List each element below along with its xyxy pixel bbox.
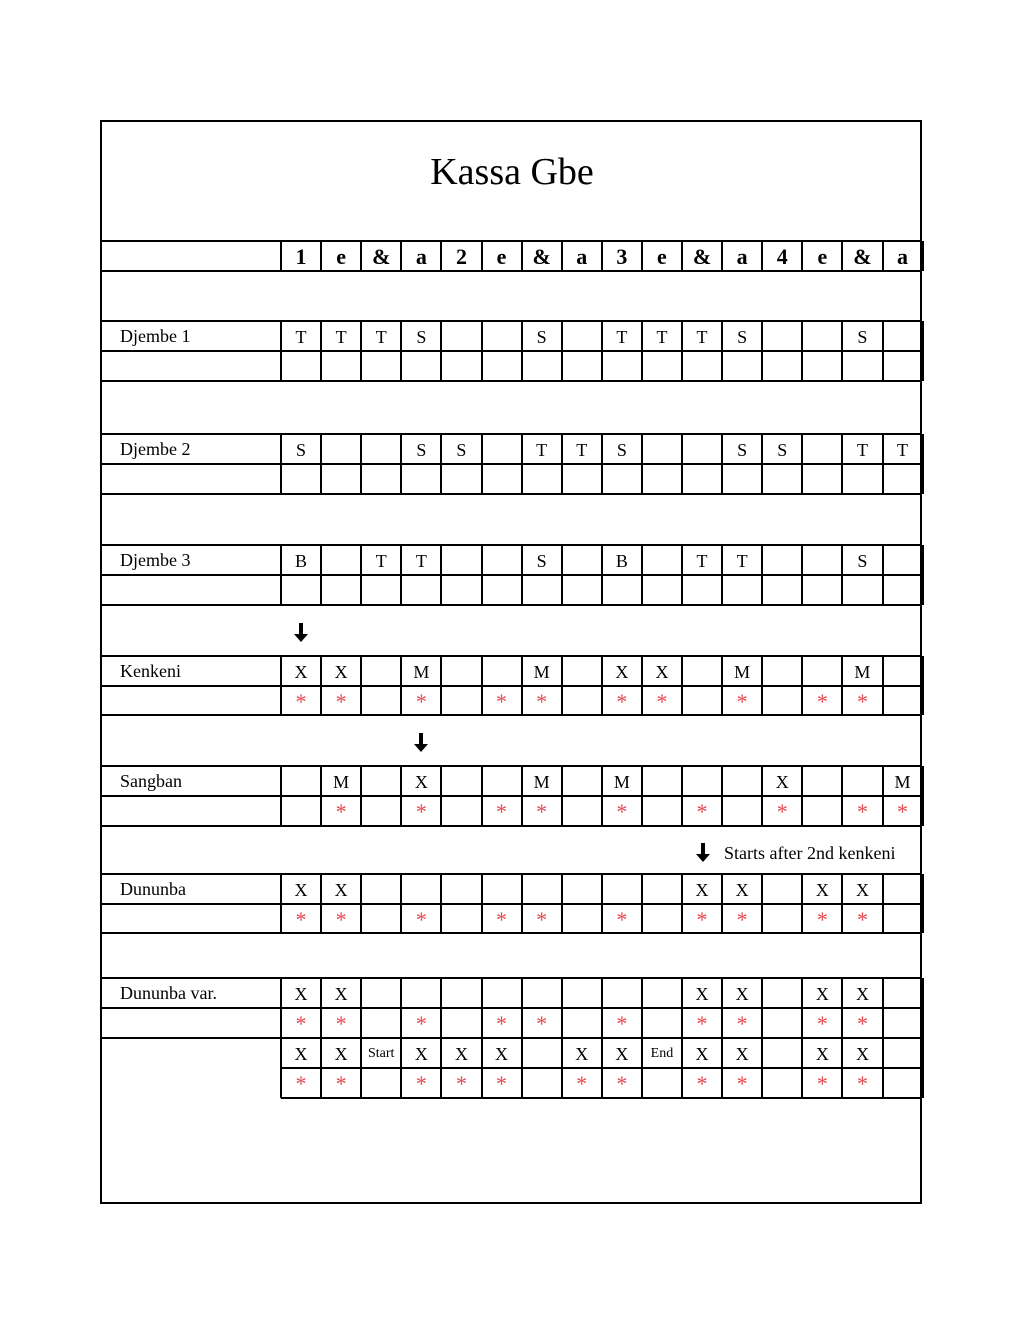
instrument-label: Dununba bbox=[120, 878, 186, 899]
cell-line bbox=[801, 464, 803, 494]
cell-line bbox=[320, 575, 322, 605]
label-line bbox=[100, 766, 102, 796]
cell-line bbox=[922, 321, 924, 351]
cell-line bbox=[681, 434, 683, 464]
pulse-asterisk: * bbox=[295, 1011, 307, 1036]
pulse-asterisk: * bbox=[616, 799, 628, 824]
stroke-cell: T bbox=[696, 550, 708, 571]
stroke-cell: X bbox=[495, 1043, 509, 1064]
label-line bbox=[100, 978, 102, 1008]
pulse-asterisk: * bbox=[856, 906, 868, 932]
stroke-cell: X bbox=[334, 983, 348, 1004]
cell-line bbox=[481, 351, 483, 381]
pulse-asterisk: * bbox=[897, 799, 909, 824]
pulse-asterisk: * bbox=[696, 1071, 708, 1096]
pulse-asterisk: * bbox=[816, 1071, 828, 1096]
stroke-cell: M bbox=[894, 771, 911, 792]
cell-line bbox=[841, 464, 843, 494]
cell-line bbox=[400, 575, 402, 605]
cell-line bbox=[481, 874, 483, 904]
cell-line bbox=[841, 575, 843, 605]
pulse-asterisk: * bbox=[536, 1011, 548, 1036]
cell-line bbox=[681, 351, 683, 381]
beat-header: & bbox=[372, 244, 391, 269]
cell-line bbox=[400, 351, 402, 381]
cell-line bbox=[400, 874, 402, 904]
cell-line bbox=[601, 874, 603, 904]
label-line bbox=[100, 874, 102, 904]
beat-header: 2 bbox=[455, 244, 467, 269]
stroke-cell: X bbox=[735, 983, 749, 1004]
cell-line bbox=[440, 874, 442, 904]
beat-header: 1 bbox=[295, 244, 307, 269]
stroke-cell: T bbox=[375, 550, 387, 571]
row-top-line bbox=[101, 977, 921, 979]
pulse-asterisk: * bbox=[696, 1011, 708, 1036]
stroke-cell: S bbox=[296, 439, 307, 460]
cell-line bbox=[681, 766, 683, 796]
cell-line bbox=[641, 351, 643, 381]
cell-line bbox=[481, 321, 483, 351]
arrow-head bbox=[696, 854, 710, 862]
cell-line bbox=[561, 351, 563, 381]
pulse-asterisk: * bbox=[856, 1011, 868, 1036]
cell-line bbox=[922, 545, 924, 575]
pulse-asterisk: * bbox=[656, 688, 668, 714]
pulse-asterisk: * bbox=[736, 688, 748, 714]
pulse-asterisk: * bbox=[455, 1071, 467, 1096]
cell-line bbox=[601, 978, 603, 1008]
cell-line bbox=[440, 464, 442, 494]
beat-header: e bbox=[817, 244, 828, 269]
cell-line bbox=[922, 1068, 924, 1098]
stroke-cell: S bbox=[777, 439, 788, 460]
cell-line bbox=[561, 874, 563, 904]
pulse-asterisk: * bbox=[776, 799, 788, 824]
arrow-head bbox=[294, 634, 308, 642]
pulse-asterisk: * bbox=[415, 799, 427, 824]
stroke-cell: X bbox=[294, 661, 308, 682]
stroke-cell: T bbox=[616, 326, 628, 347]
pulse-asterisk: * bbox=[496, 688, 508, 714]
row-top-line bbox=[101, 350, 921, 352]
pulse-asterisk: * bbox=[295, 906, 307, 932]
cell-line bbox=[641, 874, 643, 904]
cell-line bbox=[280, 575, 282, 605]
pulse-asterisk: * bbox=[856, 1071, 868, 1096]
cell-line bbox=[641, 978, 643, 1008]
stroke-cell: T bbox=[736, 550, 748, 571]
pulse-asterisk: * bbox=[415, 1011, 427, 1036]
cell-line bbox=[360, 464, 362, 494]
stroke-cell: X bbox=[815, 983, 829, 1004]
cell-line bbox=[521, 351, 523, 381]
stroke-cell: M bbox=[613, 771, 630, 792]
cell-line bbox=[922, 1008, 924, 1038]
stroke-cell: T bbox=[656, 326, 668, 347]
cell-line bbox=[922, 874, 924, 904]
stroke-cell: X bbox=[334, 661, 348, 682]
stroke-cell: X bbox=[294, 879, 308, 900]
cell-line bbox=[681, 575, 683, 605]
stroke-cell: T bbox=[415, 550, 427, 571]
pulse-asterisk: * bbox=[536, 906, 548, 932]
cell-line bbox=[922, 351, 924, 381]
cell-line bbox=[922, 686, 924, 715]
stroke-cell: M bbox=[533, 661, 550, 682]
instrument-label: Sangban bbox=[120, 770, 182, 791]
pulse-asterisk: * bbox=[496, 906, 508, 932]
stroke-cell: X bbox=[775, 771, 789, 792]
cell-line bbox=[440, 978, 442, 1008]
cell-line bbox=[801, 351, 803, 381]
cell-line bbox=[481, 766, 483, 796]
cell-line bbox=[521, 874, 523, 904]
stroke-cell: X bbox=[294, 983, 308, 1004]
stroke-cell: M bbox=[413, 661, 430, 682]
cell-line bbox=[440, 351, 442, 381]
page-title: Kassa Gbe bbox=[430, 151, 594, 193]
cell-line bbox=[481, 464, 483, 494]
pulse-asterisk: * bbox=[536, 688, 548, 714]
cell-line bbox=[761, 575, 763, 605]
instrument-label: Kenkeni bbox=[120, 660, 181, 681]
pulse-asterisk: * bbox=[856, 688, 868, 714]
cell-line bbox=[521, 464, 523, 494]
pulse-asterisk: * bbox=[496, 799, 508, 824]
cell-line bbox=[922, 1038, 924, 1068]
stroke-cell: X bbox=[695, 1043, 709, 1064]
stroke-cell: B bbox=[615, 550, 628, 571]
stroke-cell: S bbox=[616, 439, 627, 460]
stroke-cell: X bbox=[615, 661, 629, 682]
stroke-cell: X bbox=[454, 1043, 468, 1064]
pulse-asterisk: * bbox=[415, 688, 427, 714]
pulse-asterisk: * bbox=[736, 906, 748, 932]
pulse-asterisk: * bbox=[816, 688, 828, 714]
pulse-asterisk: * bbox=[736, 1071, 748, 1096]
cell-line bbox=[440, 575, 442, 605]
pulse-asterisk: * bbox=[496, 1071, 508, 1096]
pulse-asterisk: * bbox=[616, 1071, 628, 1096]
stroke-cell: T bbox=[856, 439, 868, 460]
pulse-asterisk: * bbox=[335, 799, 347, 824]
label-line bbox=[100, 545, 102, 575]
pulse-asterisk: * bbox=[335, 1071, 347, 1096]
cell-line bbox=[721, 464, 723, 494]
stroke-cell: S bbox=[456, 439, 467, 460]
stroke-cell: X bbox=[414, 771, 428, 792]
row-top-line bbox=[101, 873, 921, 875]
cell-line bbox=[922, 575, 924, 605]
beat-header: 3 bbox=[616, 244, 628, 269]
pulse-asterisk: * bbox=[415, 906, 427, 932]
beat-header: & bbox=[853, 244, 872, 269]
pulse-asterisk: * bbox=[335, 1011, 347, 1036]
pulse-asterisk: * bbox=[616, 688, 628, 714]
pulse-asterisk: * bbox=[856, 799, 868, 824]
cell-line bbox=[761, 351, 763, 381]
cell-line bbox=[400, 464, 402, 494]
cell-line bbox=[721, 766, 723, 796]
stroke-cell: M bbox=[854, 661, 871, 682]
pulse-asterisk: * bbox=[816, 906, 828, 932]
instrument-label: Djembe 2 bbox=[120, 438, 191, 459]
cell-line bbox=[641, 575, 643, 605]
cell-line bbox=[561, 575, 563, 605]
beat-header: e bbox=[336, 244, 347, 269]
beat-header: & bbox=[692, 244, 712, 269]
cell-line bbox=[922, 464, 924, 494]
cell-line bbox=[601, 464, 603, 494]
pulse-asterisk: * bbox=[616, 906, 628, 932]
pulse-asterisk: * bbox=[696, 799, 708, 824]
row-top-line bbox=[101, 544, 921, 546]
beat-header: & bbox=[532, 244, 551, 269]
cell-line bbox=[400, 978, 402, 1008]
cell-line bbox=[882, 575, 884, 605]
cell-line bbox=[721, 575, 723, 605]
pulse-asterisk: * bbox=[295, 1071, 307, 1096]
stroke-cell: X bbox=[855, 879, 869, 900]
cell-line bbox=[481, 656, 483, 686]
stroke-cell: S bbox=[416, 326, 427, 347]
cell-line bbox=[521, 978, 523, 1008]
stroke-cell: X bbox=[334, 1043, 348, 1064]
cell-line bbox=[320, 464, 322, 494]
pulse-asterisk: * bbox=[736, 1011, 748, 1036]
pulse-asterisk: * bbox=[576, 1071, 588, 1096]
stroke-cell: X bbox=[655, 661, 669, 682]
cell-line bbox=[481, 545, 483, 575]
stroke-cell: X bbox=[695, 879, 709, 900]
cell-line bbox=[801, 656, 803, 686]
pulse-asterisk: * bbox=[816, 1011, 828, 1036]
cell-line bbox=[801, 321, 803, 351]
cell-line bbox=[481, 575, 483, 605]
cell-line bbox=[882, 351, 884, 381]
row-top-line bbox=[101, 655, 921, 657]
cell-line bbox=[280, 464, 282, 494]
cell-line bbox=[922, 656, 924, 686]
stroke-cell: T bbox=[375, 326, 387, 347]
stroke-cell: T bbox=[536, 439, 548, 460]
cell-line bbox=[721, 351, 723, 381]
stroke-cell: X bbox=[855, 1043, 869, 1064]
cell-line bbox=[641, 464, 643, 494]
marker-cell: Start bbox=[368, 1046, 395, 1061]
instrument-label: Dununba var. bbox=[120, 982, 217, 1003]
stroke-cell: M bbox=[734, 661, 751, 682]
stroke-cell: T bbox=[335, 326, 347, 347]
cell-line bbox=[681, 464, 683, 494]
label-line bbox=[100, 656, 102, 686]
cell-line bbox=[801, 575, 803, 605]
start-note: Starts after 2nd kenkeni bbox=[724, 843, 896, 863]
beat-header: 4 bbox=[776, 244, 788, 269]
stroke-cell: X bbox=[575, 1043, 589, 1064]
pulse-asterisk: * bbox=[295, 688, 307, 714]
cell-line bbox=[841, 351, 843, 381]
stroke-cell: X bbox=[695, 983, 709, 1004]
arrow-head bbox=[414, 744, 428, 752]
beat-header: a bbox=[897, 244, 909, 269]
label-line bbox=[100, 321, 102, 351]
cell-line bbox=[922, 904, 924, 933]
cell-line bbox=[561, 978, 563, 1008]
beat-header: a bbox=[736, 244, 748, 269]
cell-line bbox=[280, 351, 282, 381]
row-bottom-line bbox=[101, 493, 921, 495]
cell-line bbox=[360, 434, 362, 464]
cell-line bbox=[280, 766, 282, 796]
stroke-cell: X bbox=[855, 983, 869, 1004]
stroke-cell: S bbox=[536, 550, 547, 571]
stroke-cell: X bbox=[735, 879, 749, 900]
stroke-cell: X bbox=[294, 1043, 308, 1064]
cell-line bbox=[360, 575, 362, 605]
row-top-line bbox=[101, 320, 921, 322]
instrument-label: Djembe 1 bbox=[120, 325, 191, 346]
stroke-cell: X bbox=[815, 879, 829, 900]
pulse-asterisk: * bbox=[536, 799, 548, 824]
pulse-asterisk: * bbox=[335, 906, 347, 932]
instrument-label: Djembe 3 bbox=[120, 549, 191, 570]
cell-line bbox=[280, 796, 282, 826]
marker-cell: End bbox=[650, 1046, 674, 1061]
cell-line bbox=[320, 351, 322, 381]
stroke-cell: S bbox=[737, 439, 748, 460]
stroke-cell: S bbox=[416, 439, 427, 460]
cell-line bbox=[922, 978, 924, 1008]
cell-line bbox=[481, 978, 483, 1008]
stroke-cell: S bbox=[857, 326, 868, 347]
cell-line bbox=[761, 464, 763, 494]
row-top-line bbox=[101, 574, 921, 576]
stroke-cell: T bbox=[295, 326, 307, 347]
stroke-cell: S bbox=[737, 326, 748, 347]
beat-header: a bbox=[415, 244, 427, 269]
stroke-cell: X bbox=[334, 879, 348, 900]
stroke-cell: X bbox=[615, 1043, 629, 1064]
stroke-cell: M bbox=[333, 771, 350, 792]
cell-line bbox=[601, 575, 603, 605]
pulse-asterisk: * bbox=[335, 688, 347, 714]
stroke-cell: X bbox=[815, 1043, 829, 1064]
pulse-asterisk: * bbox=[616, 1011, 628, 1036]
row-bottom-line bbox=[101, 604, 921, 606]
row-bottom-line bbox=[101, 380, 921, 382]
pulse-asterisk: * bbox=[696, 906, 708, 932]
stroke-cell: X bbox=[414, 1043, 428, 1064]
cell-line bbox=[521, 575, 523, 605]
label-line bbox=[100, 434, 102, 464]
stroke-cell: X bbox=[735, 1043, 749, 1064]
pulse-asterisk: * bbox=[496, 1011, 508, 1036]
cell-line bbox=[841, 766, 843, 796]
cell-line bbox=[561, 464, 563, 494]
cell-line bbox=[801, 545, 803, 575]
stroke-cell: T bbox=[576, 439, 588, 460]
row-top-line bbox=[101, 463, 921, 465]
beat-header: e bbox=[496, 244, 507, 269]
beat-header: a bbox=[576, 244, 588, 269]
cell-line bbox=[360, 351, 362, 381]
beat-header: e bbox=[657, 244, 667, 269]
cell-line bbox=[601, 351, 603, 381]
pulse-asterisk: * bbox=[415, 1071, 427, 1096]
cell-line bbox=[882, 464, 884, 494]
stroke-cell: T bbox=[897, 439, 909, 460]
stroke-cell: B bbox=[295, 550, 308, 571]
stroke-cell: M bbox=[533, 771, 550, 792]
stroke-cell: S bbox=[857, 550, 868, 571]
stroke-cell: S bbox=[536, 326, 547, 347]
stroke-cell: T bbox=[696, 326, 708, 347]
